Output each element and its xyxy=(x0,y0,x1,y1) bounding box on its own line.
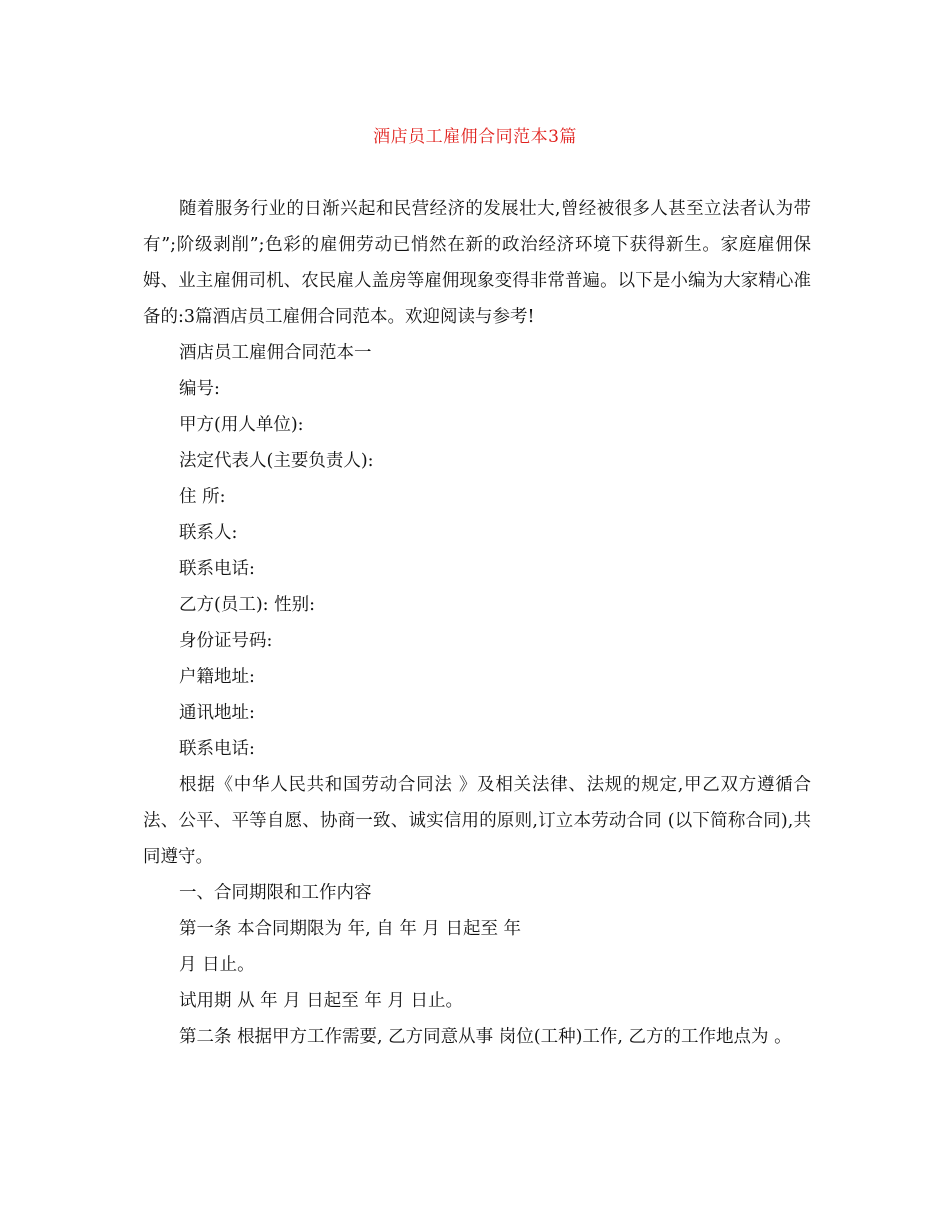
intro-paragraph: 随着服务行业的日渐兴起和民营经济的发展壮大,曾经被很多人甚至立法者认为带有”;阶级剥削”;色彩的雇佣劳动已悄然在新的政治经济环境下获得新生。家庭雇佣保姆、业主雇佣司机、农民雇人盖房等雇佣现象变得非常普遍。以下是小编为大家精心准备的:3篇酒店员工雇佣合同范本。欢迎阅读与参考! xyxy=(143,199,811,327)
article-2-paragraph: 第二条 根据甲方工作需要, 乙方同意从事 岗位(工种)工作, 乙方的工作地点为 。 xyxy=(179,1027,792,1047)
field-legal-representative: 法定代表人(主要负责人): xyxy=(179,451,374,471)
field-address: 住 所: xyxy=(179,487,226,507)
article-1-line-1: 第一条 本合同期限为 年, 自 年 月 日起至 年 xyxy=(179,919,522,939)
basis-paragraph: 根据《中华人民共和国劳动合同法 》及相关法律、法规的规定,甲乙双方遵循合法、公平、平等自愿、协商一致、诚实信用的原则,订立本劳动合同 (以下简称合同),共同遵守。 xyxy=(143,775,811,867)
field-id-number: 身份证号码: xyxy=(179,631,273,651)
chapter-heading: 一、合同期限和工作内容 xyxy=(179,883,372,903)
probation-line: 试用期 从 年 月 日起至 年 月 日止。 xyxy=(179,991,463,1011)
section-title: 酒店员工雇佣合同范本一 xyxy=(179,343,372,363)
document-body xyxy=(143,191,811,1055)
field-party-a: 甲方(用人单位): xyxy=(179,415,304,435)
field-phone-a: 联系电话: xyxy=(179,559,255,579)
document-title: 酒店员工雇佣合同范本3篇 xyxy=(373,127,577,147)
field-number: 编号: xyxy=(179,379,220,399)
field-party-b: 乙方(员工): 性别: xyxy=(179,595,316,615)
field-household-address: 户籍地址: xyxy=(179,667,255,687)
field-mailing-address: 通讯地址: xyxy=(179,703,255,723)
field-phone-b: 联系电话: xyxy=(179,739,255,759)
field-contact-person: 联系人: xyxy=(179,523,238,543)
article-1-line-2: 月 日止。 xyxy=(179,955,255,975)
